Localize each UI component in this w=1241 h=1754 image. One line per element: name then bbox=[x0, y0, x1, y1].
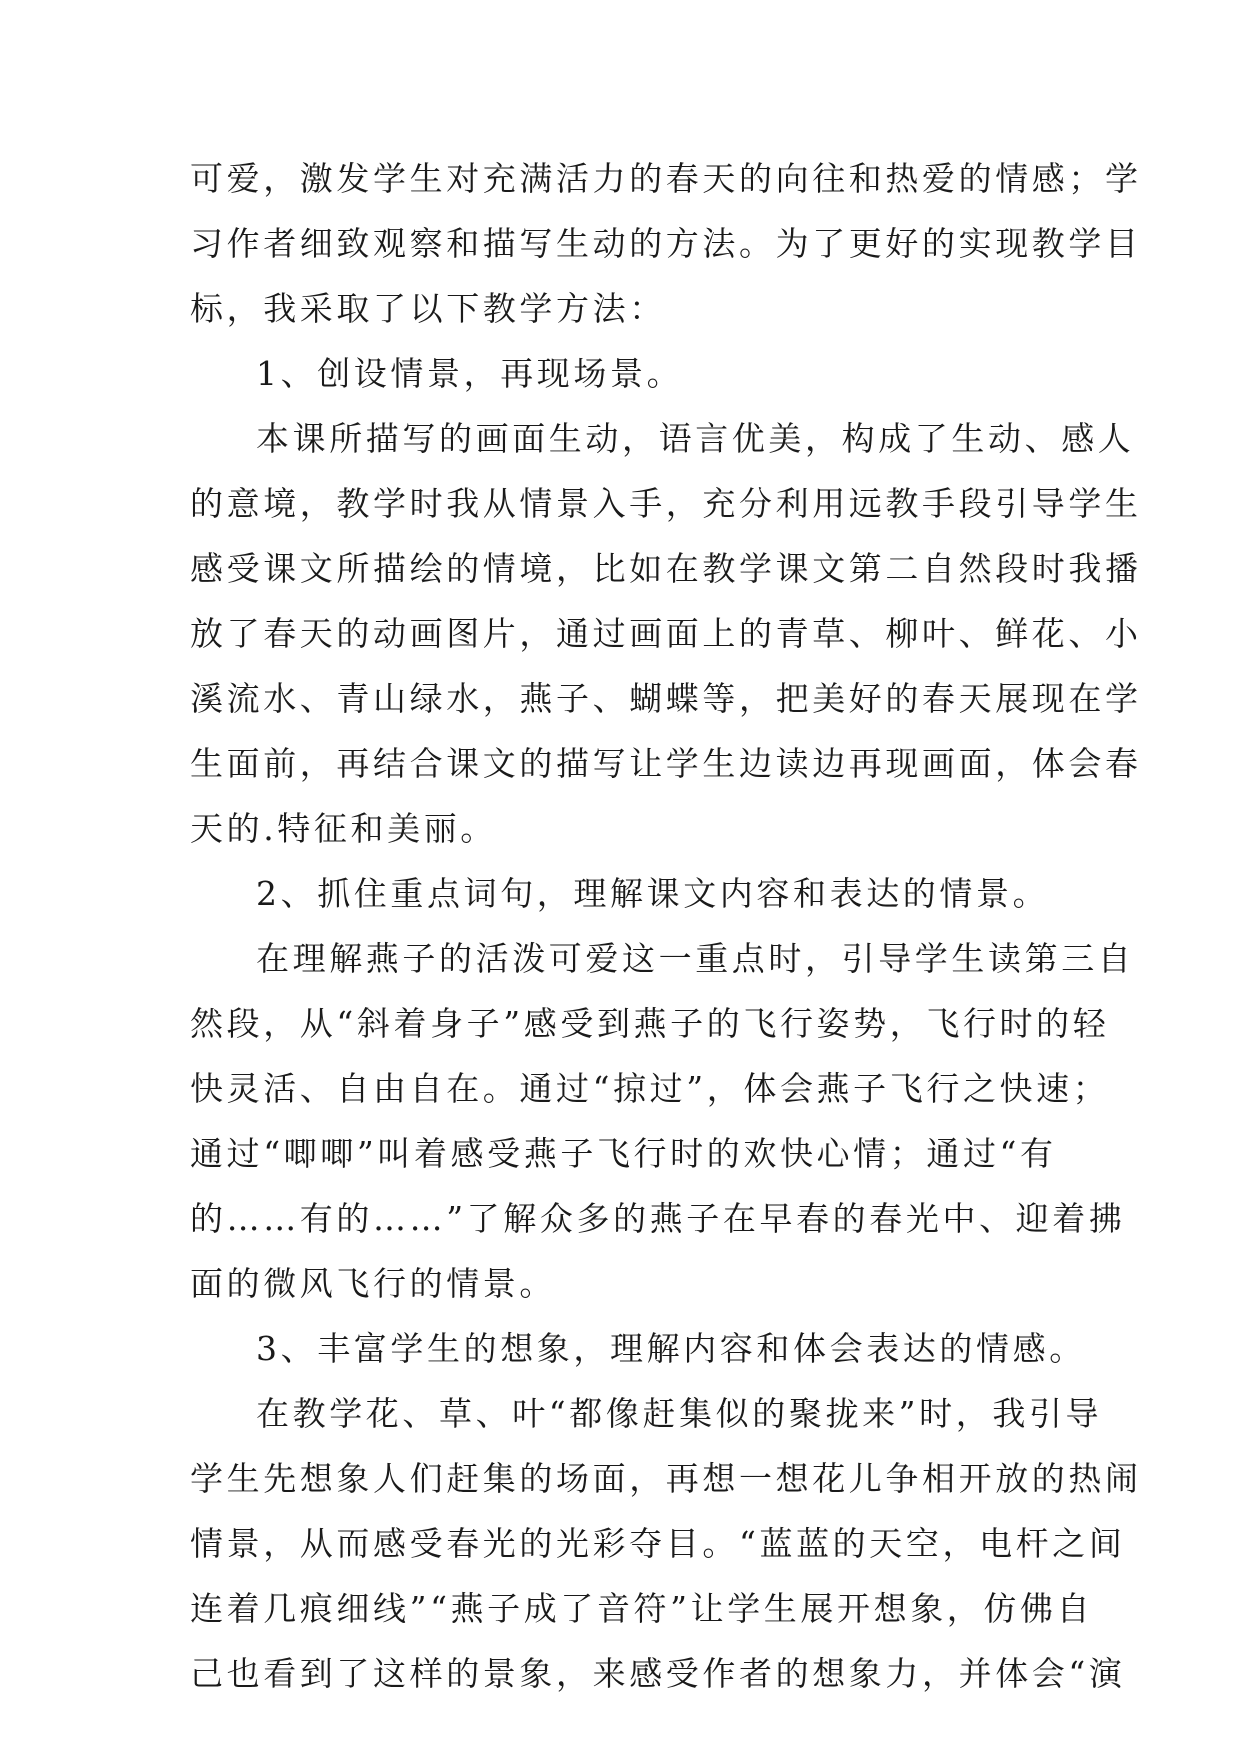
section-heading-3: 3、丰富学生的想象，理解内容和体会表达的情感。 bbox=[256, 1329, 1086, 1368]
text-line: 己也看到了这样的景象，来感受作者的想象力，并体会“演 bbox=[190, 1654, 1126, 1693]
text-line: 放了春天的动画图片，通过画面上的青草、柳叶、鲜花、小 bbox=[190, 614, 1142, 653]
text-line: 快灵活、自由自在。通过“掠过”，体会燕子飞行之快速； bbox=[190, 1069, 1110, 1108]
text-line: 学生先想象人们赶集的场面，再想一想花儿争相开放的热闹 bbox=[190, 1459, 1142, 1498]
text-line: 的……有的……”了解众多的燕子在早春的春光中、迎着拂 bbox=[190, 1199, 1126, 1238]
text-line: 情景，从而感受春光的光彩夺目。“蓝蓝的天空，电杆之间 bbox=[190, 1524, 1126, 1563]
text-line: 感受课文所描绘的情境，比如在教学课文第二自然段时我播 bbox=[190, 549, 1142, 588]
text-line: 本课所描写的画面生动，语言优美，构成了生动、感人 bbox=[256, 419, 1135, 458]
section-heading-1: 1、创设情景，再现场景。 bbox=[256, 354, 684, 393]
text-line: 然段，从“斜着身子”感受到燕子的飞行姿势，飞行时的轻 bbox=[190, 1004, 1110, 1043]
text-line: 连着几痕细线”“燕子成了音符”让学生展开想象，仿佛自 bbox=[190, 1589, 1094, 1628]
text-line: 通过“唧唧”叫着感受燕子飞行时的欢快心情；通过“有 bbox=[190, 1134, 1057, 1173]
text-line: 天的.特征和美丽。 bbox=[190, 809, 497, 848]
text-line: 面的微风飞行的情景。 bbox=[190, 1264, 556, 1303]
text-line: 的意境，教学时我从情景入手，充分利用远教手段引导学生 bbox=[190, 484, 1142, 523]
text-line: 在教学花、草、叶“都像赶集似的聚拢来”时，我引导 bbox=[256, 1394, 1103, 1433]
text-line: 可爱，激发学生对充满活力的春天的向往和热爱的情感；学 bbox=[190, 159, 1142, 198]
text-line: 习作者细致观察和描写生动的方法。为了更好的实现教学目 bbox=[190, 224, 1142, 263]
text-line: 生面前，再结合课文的描写让学生边读边再现画面，体会春 bbox=[190, 744, 1142, 783]
text-line: 溪流水、青山绿水，燕子、蝴蝶等，把美好的春天展现在学 bbox=[190, 679, 1142, 718]
text-line: 在理解燕子的活泼可爱这一重点时，引导学生读第三自 bbox=[256, 939, 1135, 978]
document-body bbox=[190, 159, 1142, 1720]
section-heading-2: 2、抓住重点词句，理解课文内容和表达的情景。 bbox=[256, 874, 1050, 913]
text-line: 标，我采取了以下教学方法： bbox=[190, 289, 666, 328]
